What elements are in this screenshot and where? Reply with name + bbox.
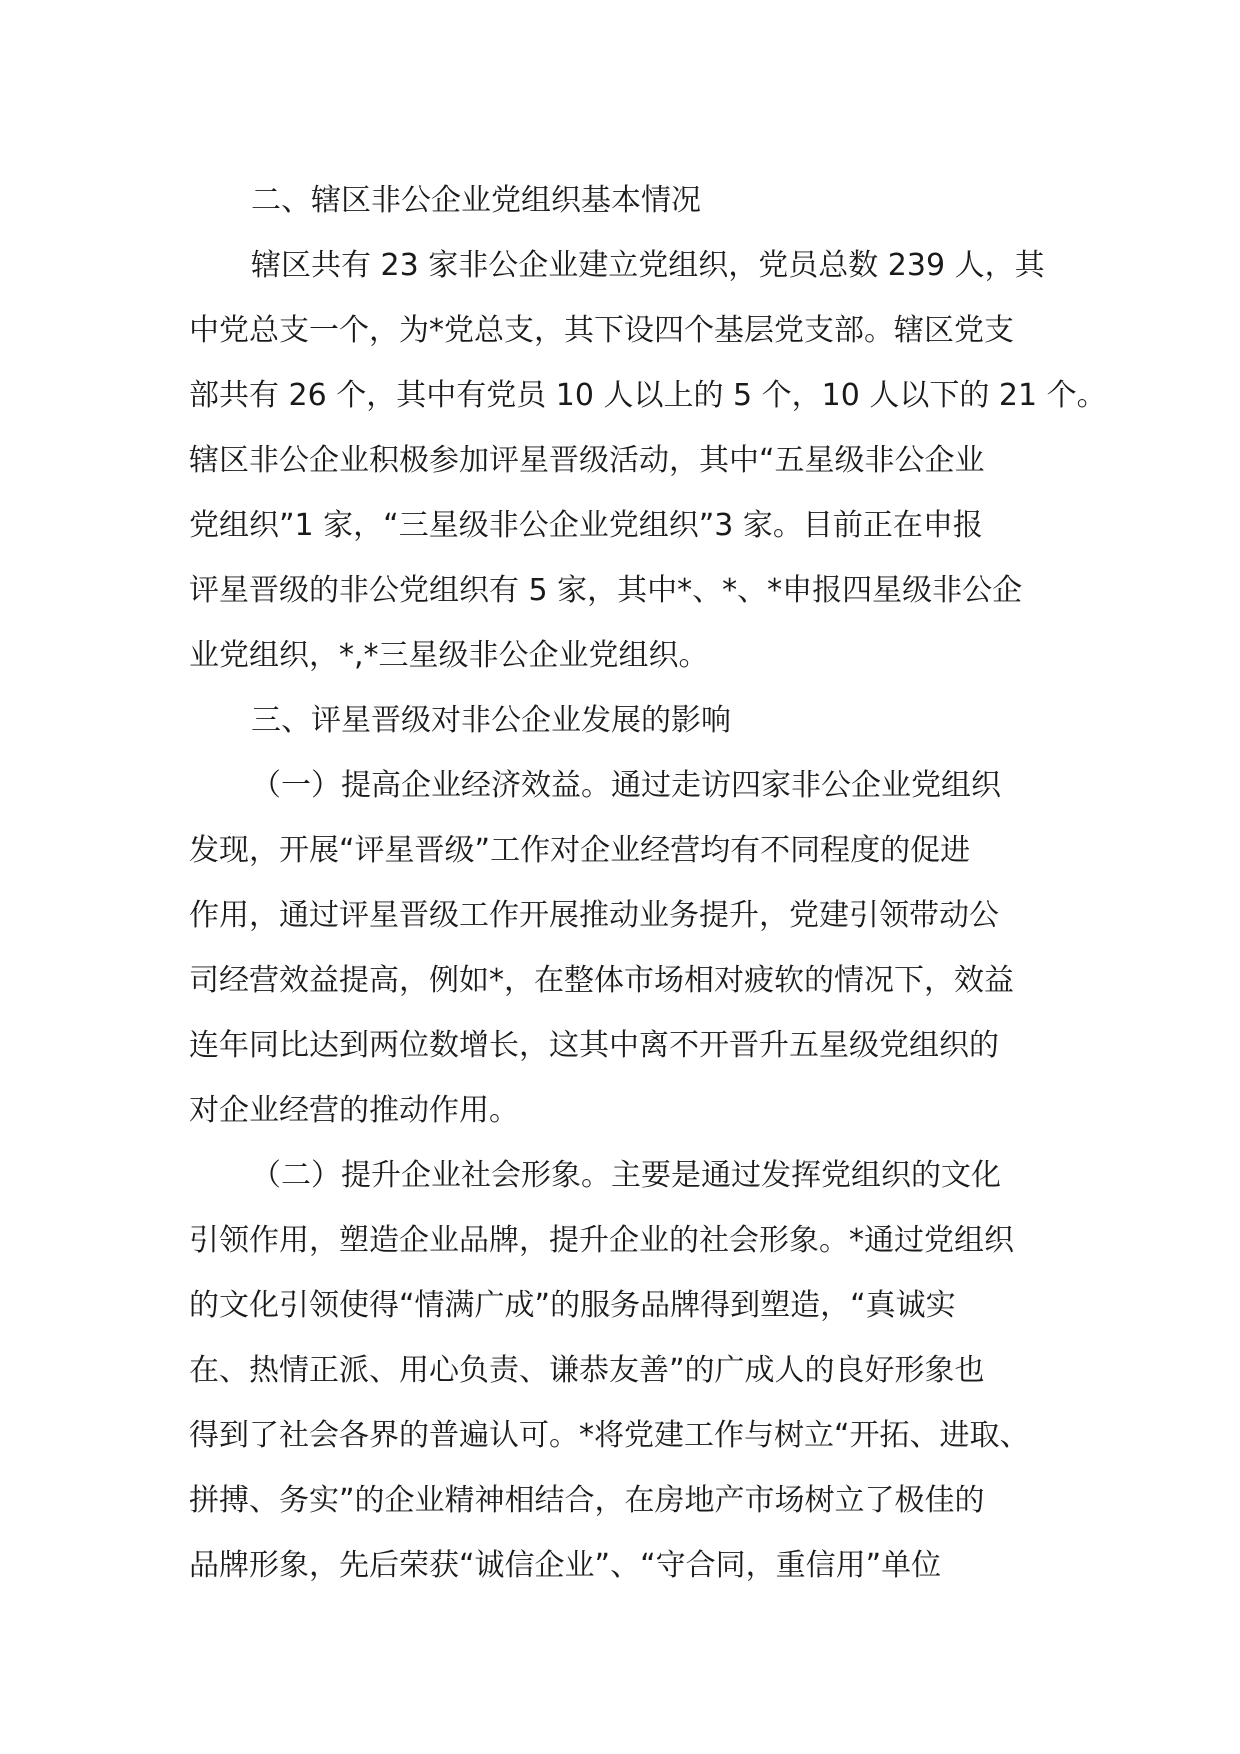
paragraph-line: 品牌形象，先后荣获“诚信企业”、“守合同，重信用”单位 — [189, 1548, 942, 1583]
paragraph-line: 引领作用，塑造企业品牌，提升企业的社会形象。*通过党组织 — [189, 1223, 1014, 1258]
paragraph-line: 拼搏、务实”的企业精神相结合，在房地产市场树立了极佳的 — [189, 1483, 985, 1518]
section-heading-3: 三、评星晋级对非公企业发展的影响 — [251, 703, 731, 738]
paragraph-line: 党组织”1 家，“三星级非公企业党组织”3 家。目前正在申报 — [189, 508, 983, 543]
paragraph-line: 中党总支一个，为*党总支，其下设四个基层党支部。辖区党支 — [189, 313, 1014, 348]
paragraph-line: 作用，通过评星晋级工作开展推动业务提升，党建引领带动公 — [189, 898, 999, 933]
paragraph-line: 连年同比达到两位数增长，这其中离不开晋升五星级党组织的 — [189, 1028, 999, 1063]
paragraph-line: 对企业经营的推动作用。 — [189, 1093, 519, 1128]
paragraph-line: 的文化引领使得“情满广成”的服务品牌得到塑造，“真诚实 — [189, 1288, 956, 1323]
body-text — [189, 168, 1107, 1598]
paragraph-line: 发现，开展“评星晋级”工作对企业经营均有不同程度的促进 — [189, 833, 971, 868]
paragraph-line: 业党组织，*,*三星级非公企业党组织。 — [189, 638, 709, 673]
paragraph-line: 辖区共有 23 家非公企业建立党组织，党员总数 239 人，其 — [251, 248, 1045, 283]
paragraph-line: 评星晋级的非公党组织有 5 家，其中*、*、*申报四星级非公企 — [189, 573, 1023, 608]
paragraph-line: 部共有 26 个，其中有党员 10 人以上的 5 个，10 人以下的 21 个。 — [189, 378, 1107, 413]
paragraph-line: 在、热情正派、用心负责、谦恭友善”的广成人的良好形象也 — [189, 1353, 985, 1388]
paragraph-line: （二）提升企业社会形象。主要是通过发挥党组织的文化 — [251, 1158, 1001, 1193]
paragraph-line: 司经营效益提高，例如*，在整体市场相对疲软的情况下，效益 — [189, 963, 1014, 998]
paragraph-line: （一）提高企业经济效益。通过走访四家非公企业党组织 — [251, 768, 1001, 803]
paragraph-line: 得到了社会各界的普遍认可。*将党建工作与树立“开拓、进取、 — [189, 1418, 1030, 1453]
paragraph-line: 辖区非公企业积极参加评星晋级活动，其中“五星级非公企业 — [189, 443, 985, 478]
section-heading-2: 二、辖区非公企业党组织基本情况 — [251, 183, 701, 218]
